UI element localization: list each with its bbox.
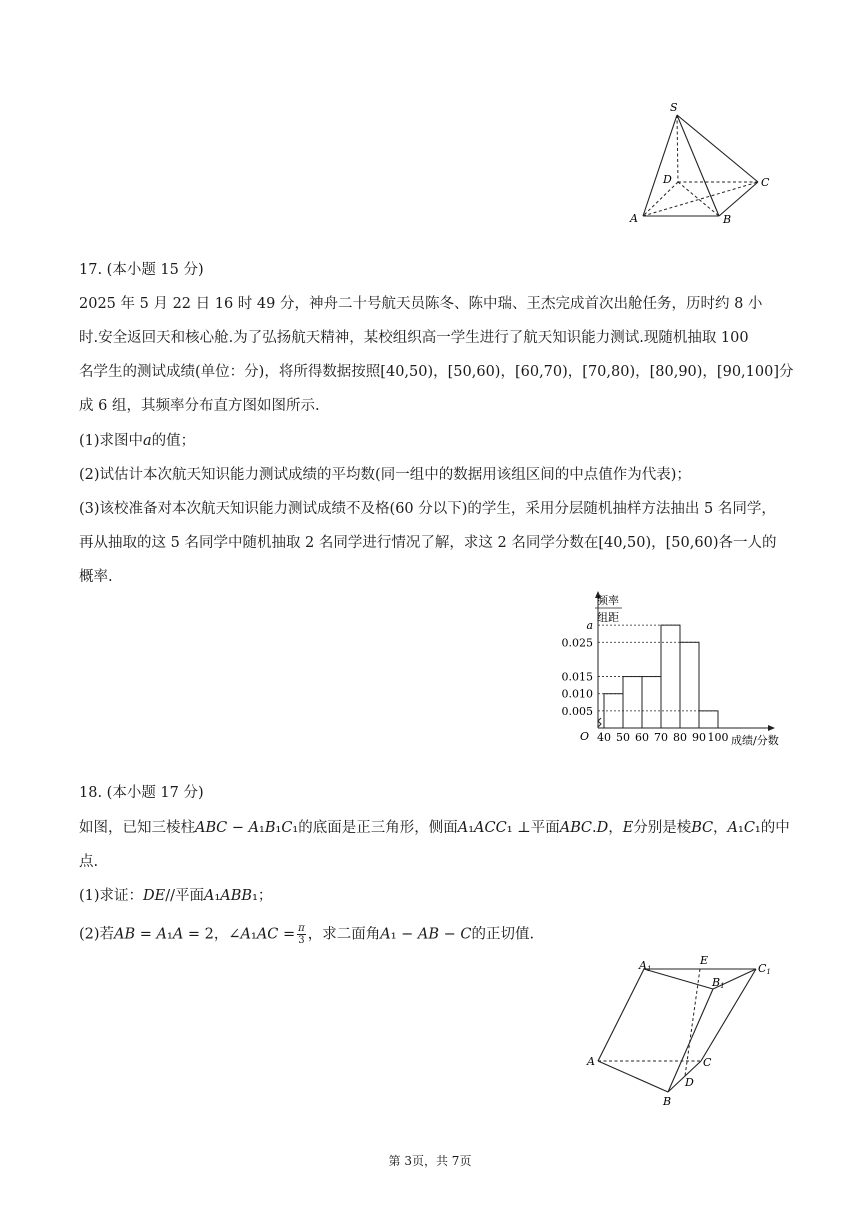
q18-sub-2-pre: (2)若𝐴𝐵 = 𝐴₁𝐴 = 2，∠𝐴₁𝐴𝐶 =	[79, 926, 296, 943]
page-footer: 第 3页，共 7页	[388, 1154, 472, 1168]
label-D: D	[685, 1076, 694, 1089]
q17-para-2: 时.安全返回天和核心舱.为了弘扬航天精神，某校组织高一学生进行了航天知识能力测试.现随机抽取 100	[79, 330, 749, 346]
pyramid-figure	[620, 96, 780, 231]
ylabel-top: 频率	[597, 594, 619, 607]
x-tick-label: 50	[616, 731, 630, 744]
label-S: S	[670, 101, 678, 114]
ylabel-bottom: 组距	[597, 611, 619, 624]
q17-sub-3a: (3)该校准备对本次航天知识能力测试成绩不及格(60 分以下)的学生，采用分层随机抽样方法抽出 5 名同学，	[79, 501, 776, 517]
fraction-denominator: 3	[298, 935, 305, 946]
svg-text:A1	[638, 959, 651, 973]
histogram-bar	[642, 677, 661, 728]
x-tick-label: 40	[597, 731, 611, 744]
y-tick-label: 0.015	[561, 670, 593, 684]
q18-sub-2	[79, 923, 534, 946]
q17-sub-1: (1)求图中𝑎的值；	[79, 433, 196, 449]
origin-label: O	[580, 730, 590, 743]
label-D: D	[663, 173, 672, 186]
svg-text:C1	[758, 962, 771, 976]
label-A1: A	[639, 959, 647, 972]
fraction-numerator: π	[298, 923, 305, 934]
prism-figure	[584, 952, 780, 1110]
q17-para-4: 成 6 组，其频率分布直方图如图所示.	[79, 398, 320, 414]
label-C: C	[703, 1056, 712, 1069]
q17-sub-3c: 概率.	[79, 569, 113, 585]
q17-para-1: 2025 年 5 月 22 日 16 时 49 分，神舟二十号航天员陈冬、陈中瑞、王杰完成首次出舱任务，历时约 8 小	[79, 296, 763, 312]
q17-header: 17. (本小题 15 分)	[79, 262, 204, 278]
y-tick-label: 0.005	[561, 704, 593, 718]
label-B1: B	[712, 976, 721, 989]
label-B: B	[723, 213, 732, 226]
label-A: A	[587, 1055, 595, 1068]
label-C: C	[761, 176, 770, 189]
q18-fraction	[297, 923, 306, 946]
x-tick-label: 100	[707, 731, 729, 744]
x-tick-label: 70	[654, 731, 668, 744]
frequency-histogram	[548, 588, 798, 750]
q18-sub-2-post: ，求二面角𝐴₁ − 𝐴𝐵 − 𝐶的正切值.	[307, 926, 535, 943]
x-tick-label: 80	[673, 731, 687, 744]
q18-header: 18. (本小题 17 分)	[79, 785, 204, 801]
label-A1-sub: 1	[646, 965, 652, 973]
histogram-bar	[680, 642, 699, 728]
q17-para-3: 名学生的测试成绩(单位：分)，将所得数据按照[40,50)，[50,60)，[60,70)，[70,80)，[80,90)，[90,100]分	[79, 364, 794, 380]
xlabel: 成绩/分数	[731, 734, 779, 747]
label-E: E	[700, 954, 709, 967]
label-B1-sub: 1	[720, 982, 725, 990]
histogram-bar	[699, 711, 718, 728]
x-tick-label: 90	[692, 731, 706, 744]
y-tick-label: a	[586, 619, 593, 633]
x-tick-label: 60	[635, 731, 649, 744]
label-C1-sub: 1	[766, 968, 771, 976]
label-C1: C	[758, 962, 767, 975]
y-tick-label: 0.025	[561, 636, 593, 650]
y-tick-label: 0.010	[561, 687, 593, 701]
q17-sub-2: (2)试估计本次航天知识能力测试成绩的平均数(同一组中的数据用该组区间的中点值作为代表)；	[79, 467, 691, 483]
histogram-bar	[661, 625, 680, 728]
x-axis-arrow	[768, 725, 775, 731]
q18-sub-1: (1)求证：𝐷𝐸//平面𝐴₁𝐴𝐵𝐵₁；	[79, 888, 273, 904]
svg-text:B1	[711, 976, 725, 990]
label-A: A	[630, 212, 638, 225]
label-B: B	[663, 1095, 672, 1108]
q17-sub-3b: 再从抽取的这 5 名同学中随机抽取 2 名同学进行情况了解，求这 2 名同学分数在[40,50)，[50,60)各一人的	[79, 535, 777, 551]
histogram-bar	[623, 677, 642, 728]
q18-para-2: 点.	[79, 854, 99, 870]
q18-para-1: 如图，已知三棱柱𝐴𝐵𝐶 − 𝐴₁𝐵₁𝐶₁的底面是正三角形，侧面𝐴₁𝐴𝐶𝐶₁ ⊥平面𝐴𝐵𝐶.𝐷，𝐸分别是棱𝐵𝐶，𝐴₁𝐶₁的中	[79, 820, 790, 836]
